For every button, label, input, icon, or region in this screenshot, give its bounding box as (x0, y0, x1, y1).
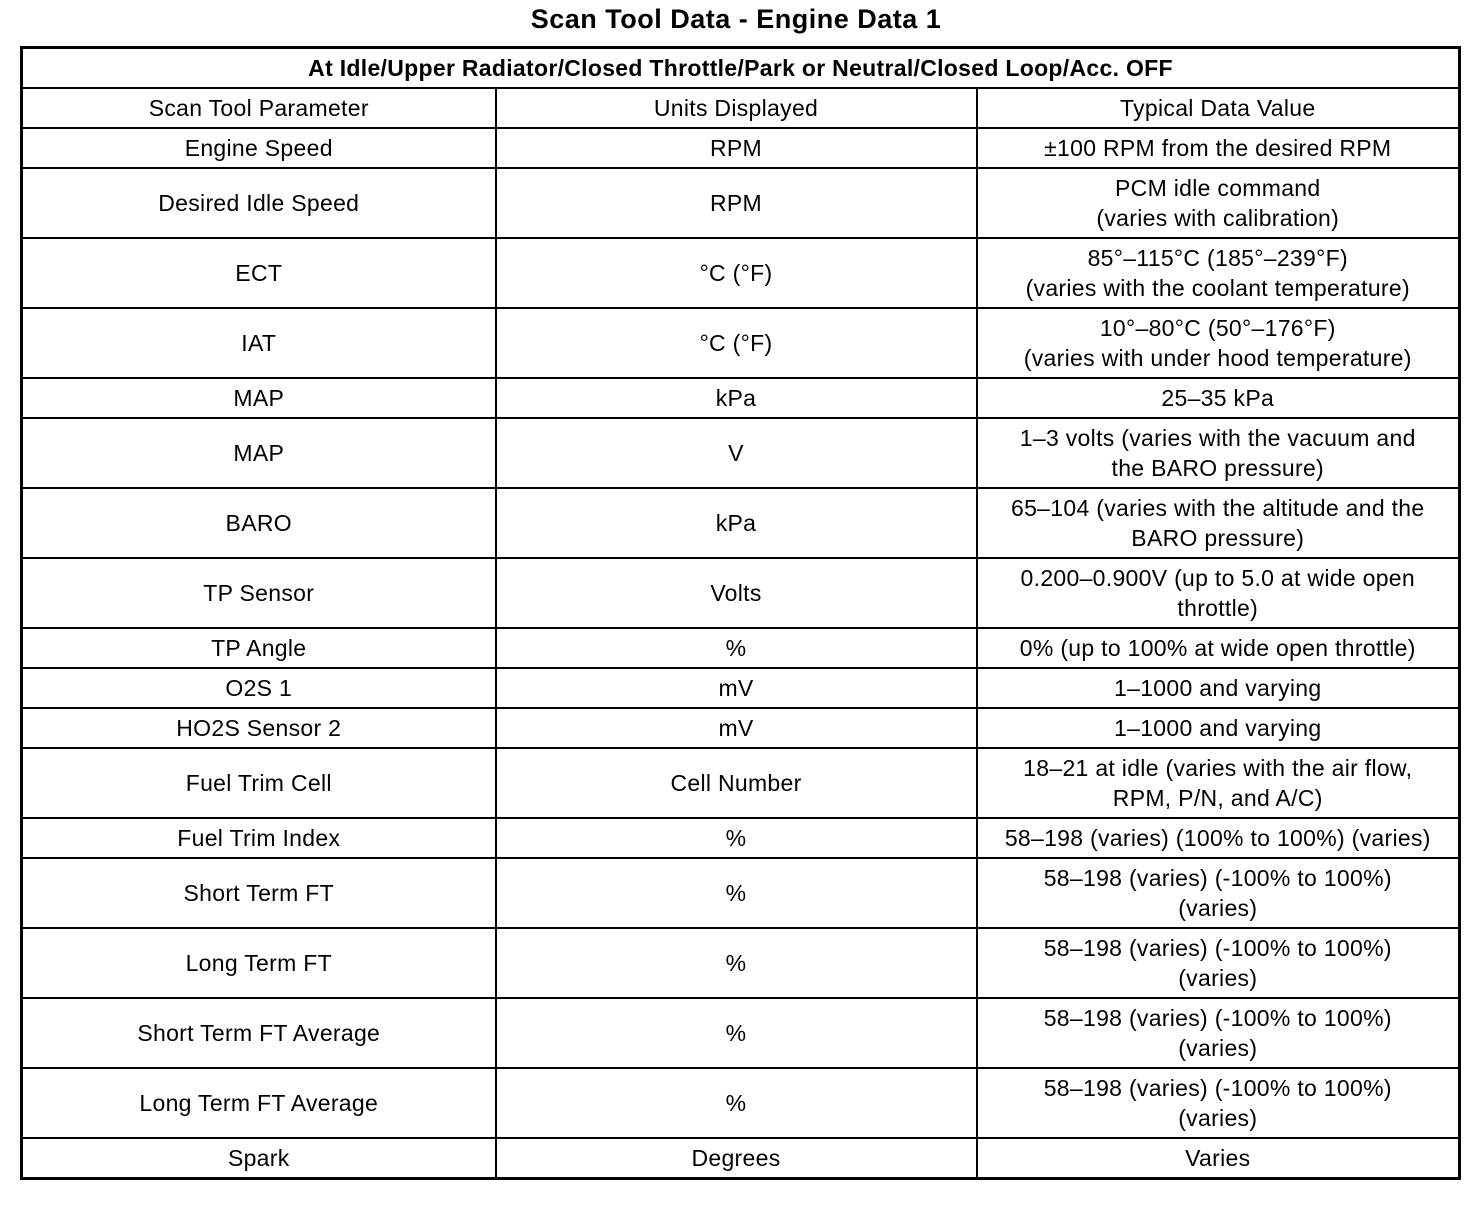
conditions-row (22, 48, 1460, 89)
value-cell: 0.200–0.900V (up to 5.0 at wide open throttle) (977, 558, 1460, 628)
parameter-cell: MAP (22, 418, 496, 488)
value-cell: 0% (up to 100% at wide open throttle) (977, 628, 1460, 668)
table-row (22, 308, 1460, 378)
units-cell: Volts (496, 558, 977, 628)
units-cell: Degrees (496, 1138, 977, 1179)
parameter-cell: O2S 1 (22, 668, 496, 708)
table-row (22, 858, 1460, 928)
header-row (22, 88, 1460, 128)
parameter-cell: Spark (22, 1138, 496, 1179)
table-row (22, 748, 1460, 818)
value-cell: 58–198 (varies) (100% to 100%) (varies) (977, 818, 1460, 858)
parameter-cell: Long Term FT Average (22, 1068, 496, 1138)
value-cell: 58–198 (varies) (-100% to 100%) (varies) (977, 1068, 1460, 1138)
units-cell: °C (°F) (496, 308, 977, 378)
units-cell: Cell Number (496, 748, 977, 818)
units-cell: °C (°F) (496, 238, 977, 308)
parameter-cell: Fuel Trim Index (22, 818, 496, 858)
test-conditions: At Idle/Upper Radiator/Closed Throttle/Park or Neutral/Closed Loop/Acc. OFF (22, 48, 1460, 89)
parameter-cell: MAP (22, 378, 496, 418)
value-cell: 1–1000 and varying (977, 708, 1460, 748)
parameter-cell: TP Angle (22, 628, 496, 668)
units-cell: % (496, 628, 977, 668)
units-cell: kPa (496, 378, 977, 418)
value-cell: 25–35 kPa (977, 378, 1460, 418)
units-cell: mV (496, 668, 977, 708)
units-cell: mV (496, 708, 977, 748)
table-body (22, 48, 1460, 1179)
column-header-parameter: Scan Tool Parameter (22, 88, 496, 128)
parameter-cell: IAT (22, 308, 496, 378)
table-row (22, 1138, 1460, 1179)
table-row (22, 998, 1460, 1068)
units-cell: kPa (496, 488, 977, 558)
units-cell: % (496, 998, 977, 1068)
scan-tool-data-table (20, 46, 1461, 1180)
parameter-cell: Short Term FT Average (22, 998, 496, 1068)
units-cell: % (496, 818, 977, 858)
parameter-cell: TP Sensor (22, 558, 496, 628)
units-cell: RPM (496, 128, 977, 168)
value-cell: 58–198 (varies) (-100% to 100%) (varies) (977, 858, 1460, 928)
value-cell: 1–3 volts (varies with the vacuum and the BARO pressure) (977, 418, 1460, 488)
table-row (22, 628, 1460, 668)
parameter-cell: Engine Speed (22, 128, 496, 168)
table-row (22, 928, 1460, 998)
table-row (22, 378, 1460, 418)
parameter-cell: Long Term FT (22, 928, 496, 998)
value-cell: 18–21 at idle (varies with the air flow, RPM, P/N, and A/C) (977, 748, 1460, 818)
parameter-cell: BARO (22, 488, 496, 558)
table-row (22, 558, 1460, 628)
units-cell: % (496, 858, 977, 928)
table-row (22, 708, 1460, 748)
table-row (22, 818, 1460, 858)
value-cell: 65–104 (varies with the altitude and the BARO pressure) (977, 488, 1460, 558)
table-row (22, 488, 1460, 558)
value-cell: 58–198 (varies) (-100% to 100%) (varies) (977, 998, 1460, 1068)
column-header-units: Units Displayed (496, 88, 977, 128)
units-cell: % (496, 928, 977, 998)
parameter-cell: HO2S Sensor 2 (22, 708, 496, 748)
table-row (22, 168, 1460, 238)
parameter-cell: Desired Idle Speed (22, 168, 496, 238)
parameter-cell: ECT (22, 238, 496, 308)
column-header-value: Typical Data Value (977, 88, 1460, 128)
units-cell: RPM (496, 168, 977, 238)
table-row (22, 418, 1460, 488)
page-title: Scan Tool Data - Engine Data 1 (530, 4, 942, 34)
value-cell: 10°–80°C (50°–176°F) (varies with under hood temperature) (977, 308, 1460, 378)
units-cell: % (496, 1068, 977, 1138)
value-cell: 1–1000 and varying (977, 668, 1460, 708)
value-cell: 85°–115°C (185°–239°F) (varies with the coolant temperature) (977, 238, 1460, 308)
table-row (22, 668, 1460, 708)
units-cell: V (496, 418, 977, 488)
value-cell: Varies (977, 1138, 1460, 1179)
value-cell: 58–198 (varies) (-100% to 100%) (varies) (977, 928, 1460, 998)
table-row (22, 238, 1460, 308)
value-cell: ±100 RPM from the desired RPM (977, 128, 1460, 168)
value-cell: PCM idle command (varies with calibration) (977, 168, 1460, 238)
table-row (22, 128, 1460, 168)
table-row (22, 1068, 1460, 1138)
parameter-cell: Fuel Trim Cell (22, 748, 496, 818)
parameter-cell: Short Term FT (22, 858, 496, 928)
